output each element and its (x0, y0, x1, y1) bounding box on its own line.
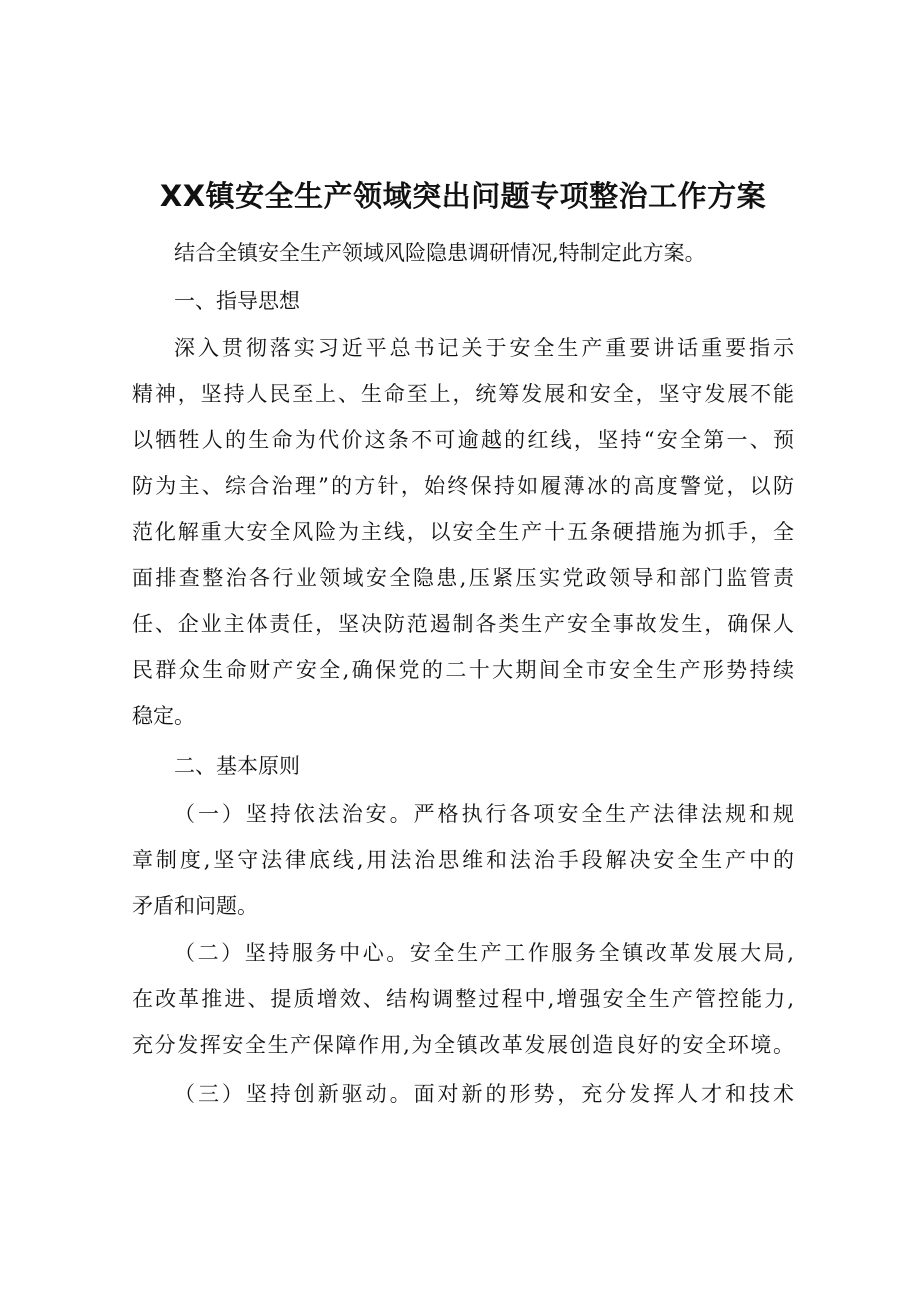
paragraph-line: 章制度,坚守法律底线,用法治思维和法治手段解决安全生产中的 (132, 848, 794, 872)
paragraph-line: 民群众生命财产安全,确保党的二十大期间全市安全生产形势持续 (132, 658, 794, 682)
paragraph-line: 任、企业主体责任，坚决防范遏制各类生产安全事故发生，确保人 (132, 612, 794, 636)
document-title: XX镇安全生产领域突出问题专项整治工作方案 (159, 179, 767, 213)
paragraph-line: （一）坚持依法治安。严格执行各项安全生产法律法规和规 (174, 802, 794, 826)
guiding-thought-paragraph (132, 325, 794, 739)
principle-serve-center-paragraph (132, 930, 794, 1068)
section-heading: 一、指导思想 (174, 289, 300, 313)
paragraph-line: 面排查整治各行业领域安全隐患,压紧压实党政领导和部门监管责 (132, 566, 794, 590)
paragraph-line: 深入贯彻落实习近平总书记关于安全生产重要讲话重要指示 (174, 336, 794, 360)
paragraph-line: 防为主、综合治理”的方针，始终保持如履薄冰的高度警觉，以防 (132, 474, 794, 498)
paragraph-line: （三）坚持创新驱动。面对新的形势，充分发挥人才和技术 (174, 1082, 794, 1106)
paragraph-line: 精神，坚持人民至上、生命至上，统筹发展和安全，坚守发展不能 (132, 382, 794, 406)
paragraph-line: 以牺牲人的生命为代价这条不可逾越的红线，坚持“安全第一、预 (132, 428, 794, 452)
paragraph-line: 在改革推进、提质增效、结构调整过程中,增强安全生产管控能力, (132, 987, 794, 1011)
paragraph-line: （二）坚持服务中心。安全生产工作服务全镇改革发展大局, (174, 941, 794, 965)
paragraph-line: 矛盾和问题。 (132, 894, 258, 918)
paragraph-line: 充分发挥安全生产保障作用,为全镇改革发展创造良好的安全环境。 (132, 1033, 794, 1057)
paragraph-line: 结合全镇安全生产领域风险隐患调研情况,特制定此方案。 (174, 241, 706, 265)
principle-rule-of-law-paragraph (132, 791, 794, 929)
section-heading-guiding-thought (132, 278, 794, 324)
principle-innovation-paragraph (132, 1071, 794, 1117)
paragraph-line: 稳定。 (132, 704, 195, 728)
intro-paragraph (132, 230, 794, 276)
section-heading-basic-principles (132, 743, 794, 789)
section-heading: 二、基本原则 (174, 754, 300, 778)
paragraph-line: 范化解重大安全风险为主线，以安全生产十五条硬措施为抓手，全 (132, 520, 794, 544)
